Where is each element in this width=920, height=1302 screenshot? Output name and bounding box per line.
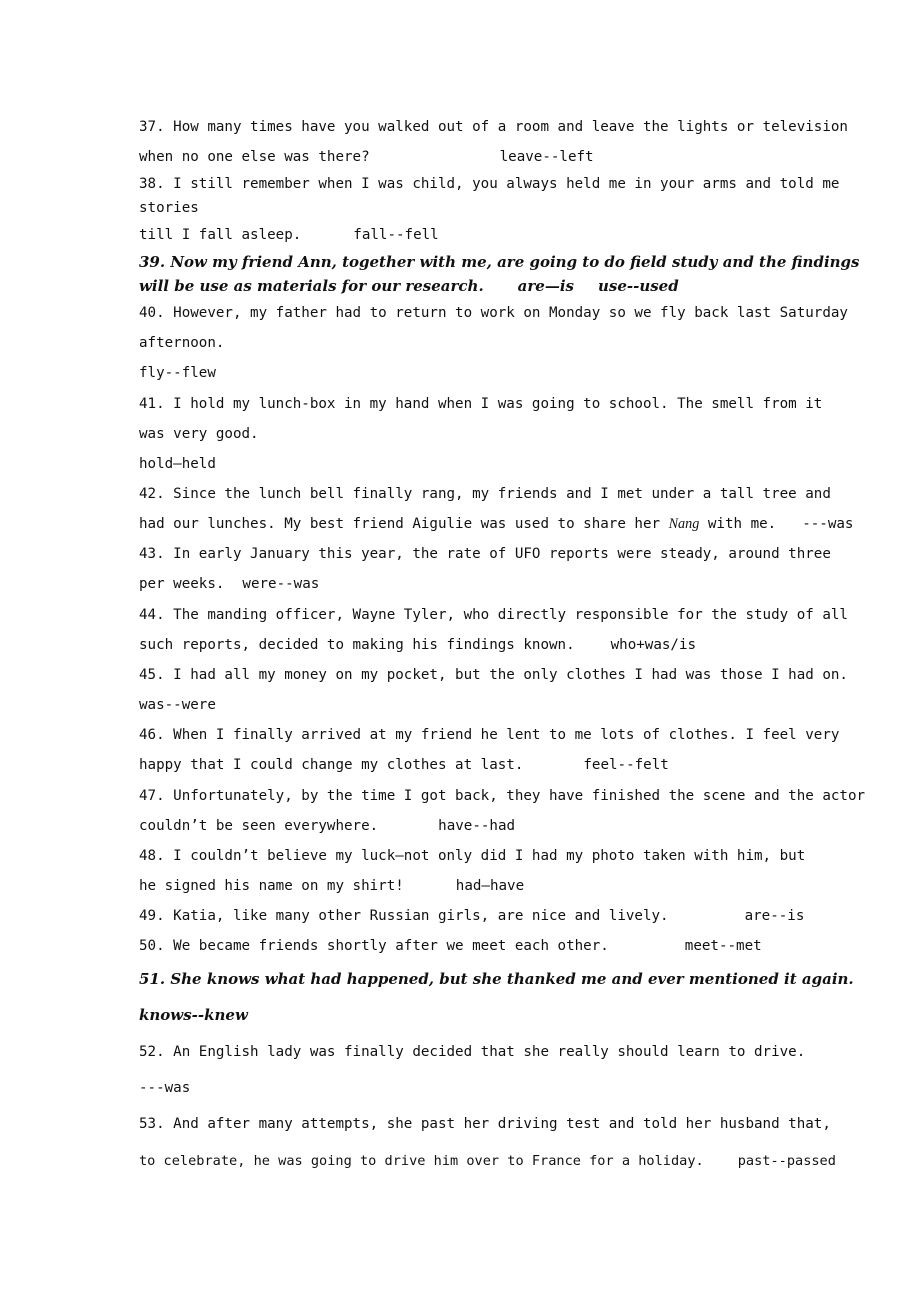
item-38-line-2: stories: [139, 200, 199, 216]
item-53-correction: past--passed: [737, 1153, 836, 1169]
item-44-correction: who+was/is: [610, 637, 697, 653]
item-49-correction: are--is: [744, 908, 805, 924]
item-43-line-2: [139, 575, 801, 593]
item-42-text: had our lunches. My best friend Aigulie was used to share her: [139, 516, 669, 532]
item-48-line-1: 48. I couldn’t believe my luck—not only did I had my photo taken with him, but: [139, 848, 806, 864]
item-41-line-2: was very good.: [139, 426, 259, 442]
item-42-line-1: 42. Since the lunch bell finally rang, my friends and I met under a tall tree and: [139, 486, 831, 502]
item-39-correction-1: are—is: [517, 277, 574, 295]
item-45-correction: was--were: [139, 697, 216, 713]
item-52-line-1: 52. An English lady was finally decided that she really should learn to drive.: [139, 1044, 806, 1060]
item-41-line-1: 41. I hold my lunch-box in my hand when I was going to school. The smell from it: [139, 396, 823, 412]
item-52-correction: ---was: [139, 1080, 191, 1096]
item-48-line-2: [139, 877, 801, 895]
item-49-line: [139, 907, 805, 925]
item-44-line-2: [139, 636, 801, 654]
item-37-correction: leave--left: [499, 149, 594, 165]
item-40-line-2: afternoon.: [139, 335, 225, 351]
item-37-text: when no one else was there?: [139, 149, 370, 165]
item-39-line-1: 39. Now my friend Ann, together with me, are going to do field study and the findings: [139, 253, 860, 271]
item-39-text: will be use as materials for our research.: [139, 277, 484, 295]
item-51-line-1: 51. She knows what had happened, but she thanked me and ever mentioned it again.: [139, 970, 854, 988]
item-47-correction: have--had: [438, 818, 516, 834]
item-46-text: happy that I could change my clothes at last.: [139, 757, 524, 773]
item-39-line-2: [139, 277, 801, 295]
item-38-correction: fall--fell: [353, 227, 439, 243]
item-48-correction: had—have: [455, 878, 525, 894]
item-42-text-end: with me.: [699, 516, 777, 532]
item-43-correction: were--was: [242, 576, 320, 592]
item-47-line-1: 47. Unfortunately, by the time I got back, they have finished the scene and the actor: [139, 788, 866, 804]
item-50-text: 50. We became friends shortly after we meet each other.: [139, 938, 609, 954]
item-46-line-2: [139, 756, 801, 774]
item-46-correction: feel--felt: [583, 757, 669, 773]
item-50-correction: meet--met: [684, 938, 762, 954]
item-38-line-1: 38. I still remember when I was child, you always held me in your arms and told me: [139, 176, 840, 192]
item-46-line-1: 46. When I finally arrived at my friend he lent to me lots of clothes. I feel very: [139, 727, 840, 743]
item-43-text: per weeks.: [139, 576, 225, 592]
item-42-correction: ---was: [802, 516, 854, 532]
item-38-text: till I fall asleep.: [139, 227, 302, 243]
item-42-italic-word: Nang: [668, 516, 700, 532]
item-49-text: 49. Katia, like many other Russian girls, are nice and lively.: [139, 908, 669, 924]
item-41-correction: hold—held: [139, 456, 216, 472]
item-39-correction-2: use--used: [597, 277, 679, 295]
item-45-line-1: 45. I had all my money on my pocket, but the only clothes I had was those I had on.: [139, 667, 848, 683]
item-53-text: to celebrate, he was going to drive him over to France for a holiday.: [139, 1153, 704, 1169]
item-48-text: he signed his name on my shirt!: [139, 878, 404, 894]
item-42-line-2: [139, 515, 854, 533]
item-53-line-2: [139, 1152, 836, 1170]
item-51-correction: knows--knew: [139, 1006, 248, 1024]
item-40-line-1: 40. However, my father had to return to work on Monday so we fly back last Saturday: [139, 305, 848, 321]
item-47-text: couldn’t be seen everywhere.: [139, 818, 379, 834]
item-47-line-2: [139, 817, 801, 835]
item-53-line-1: 53. And after many attempts, she past her driving test and told her husband that,: [139, 1116, 831, 1132]
item-37-line-1: 37. How many times have you walked out of a room and leave the lights or television: [139, 119, 848, 135]
item-37-line-2: [139, 148, 801, 166]
item-44-line-1: 44. The manding officer, Wayne Tyler, who directly responsible for the study of all: [139, 607, 848, 623]
item-50-line: [139, 937, 801, 955]
item-44-text: such reports, decided to making his findings known.: [139, 637, 575, 653]
item-43-line-1: 43. In early January this year, the rate of UFO reports were steady, around three: [139, 546, 831, 562]
item-40-correction: fly--flew: [139, 365, 216, 381]
item-38-line-3: [139, 226, 801, 244]
